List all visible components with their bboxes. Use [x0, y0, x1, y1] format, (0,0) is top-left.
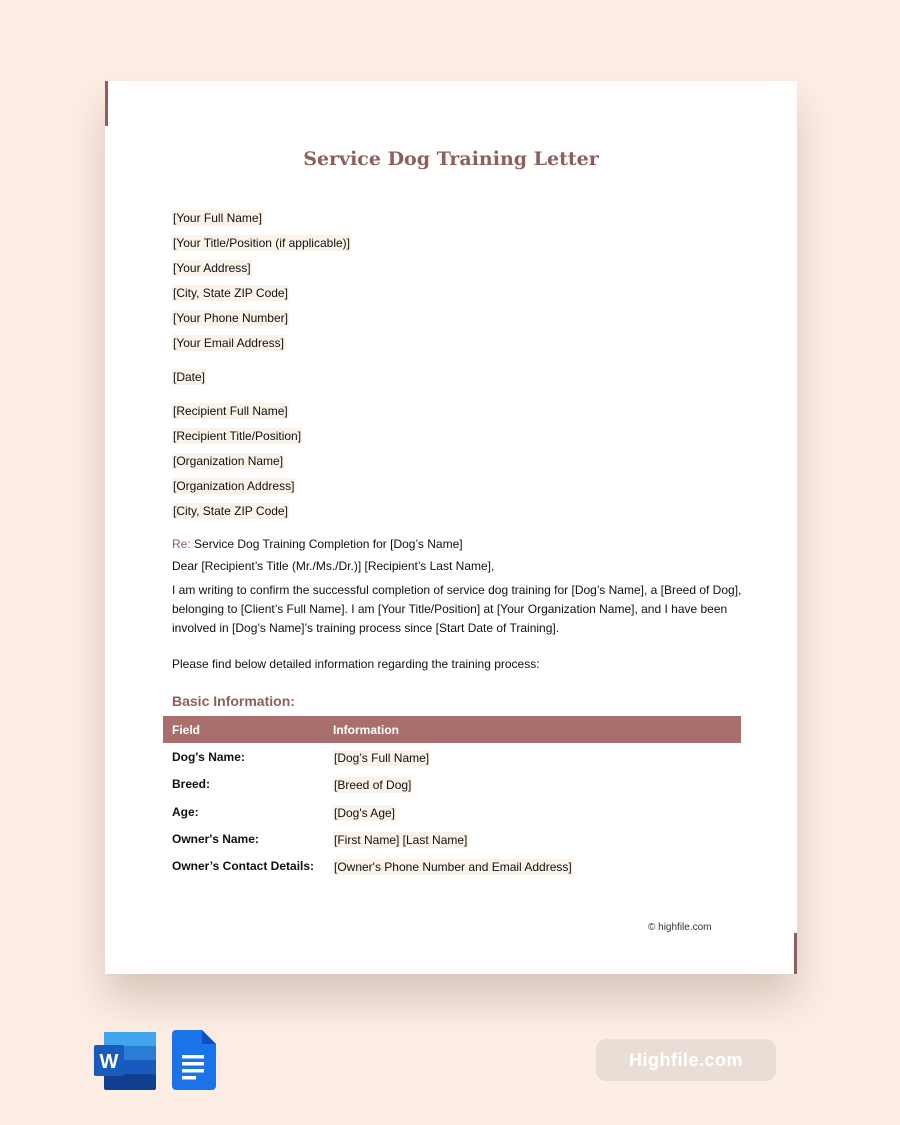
sender-city: [City, State ZIP Code]	[173, 286, 288, 300]
row-field: Age:	[172, 805, 199, 819]
word-icon[interactable]	[94, 1032, 156, 1095]
svg-text:W: W	[99, 1051, 119, 1073]
row-value: [Breed of Dog]	[334, 778, 412, 792]
header-information: Information	[333, 723, 399, 737]
row-value: [Dog’s Full Name]	[334, 751, 430, 765]
letter-date: [Date]	[173, 370, 206, 384]
row-field: Breed:	[172, 777, 211, 791]
recipient-org-address: [Organization Address]	[173, 479, 295, 493]
row-value: [First Name] [Last Name]	[334, 833, 468, 847]
row-field: Owner’s Contact Details:	[172, 859, 315, 873]
row-value: [Dog's Age]	[334, 806, 395, 820]
sender-phone: [Your Phone Number]	[173, 311, 288, 325]
recipient-name: [Recipient Full Name]	[173, 404, 288, 418]
sender-email: [Your Email Address]	[173, 336, 284, 350]
highfile-badge[interactable]: Highfile.com	[596, 1039, 776, 1081]
body-paragraph: I am writing to confirm the successful completion of service dog training for [Dog’s Name], a [Breed of Dog], belonging to [Client’s Full Name]. I am [Your Title/Position] at [Your Organization Name], and I have been involved in [Dog’s Name]’s training process since [Start Date of Training].	[172, 583, 742, 635]
google-docs-icon[interactable]	[172, 1030, 216, 1095]
salutation: Dear [Recipient’s Title (Mr./Ms./Dr.)] [Recipient’s Last Name],	[172, 559, 495, 573]
row-value: [Owner's Phone Number and Email Address]	[334, 860, 572, 874]
recipient-org: [Organization Name]	[173, 454, 284, 468]
accent-bar-bottom	[794, 933, 797, 974]
document-title: Service Dog Training Letter	[303, 148, 599, 170]
sender-title: [Your Title/Position (if applicable)]	[173, 236, 350, 250]
document-page	[105, 81, 797, 974]
row-field: Owner's Name:	[172, 832, 259, 846]
recipient-city: [City, State ZIP Code]	[173, 504, 288, 518]
accent-bar-top	[105, 81, 108, 126]
recipient-title: [Recipient Title/Position]	[173, 429, 302, 443]
intro-text: Please find below detailed information regarding the training process:	[172, 657, 540, 671]
sender-name: [Your Full Name]	[173, 211, 262, 225]
re-text: Service Dog Training Completion for [Dog’s Name]	[194, 537, 463, 551]
re-label: Re:	[172, 537, 191, 551]
copyright: © highfile.com	[648, 922, 712, 933]
sender-address: [Your Address]	[173, 261, 251, 275]
row-field: Dog's Name:	[172, 750, 245, 764]
table-header	[163, 716, 741, 743]
section-heading: Basic Information:	[172, 693, 295, 709]
header-field: Field	[172, 723, 201, 737]
